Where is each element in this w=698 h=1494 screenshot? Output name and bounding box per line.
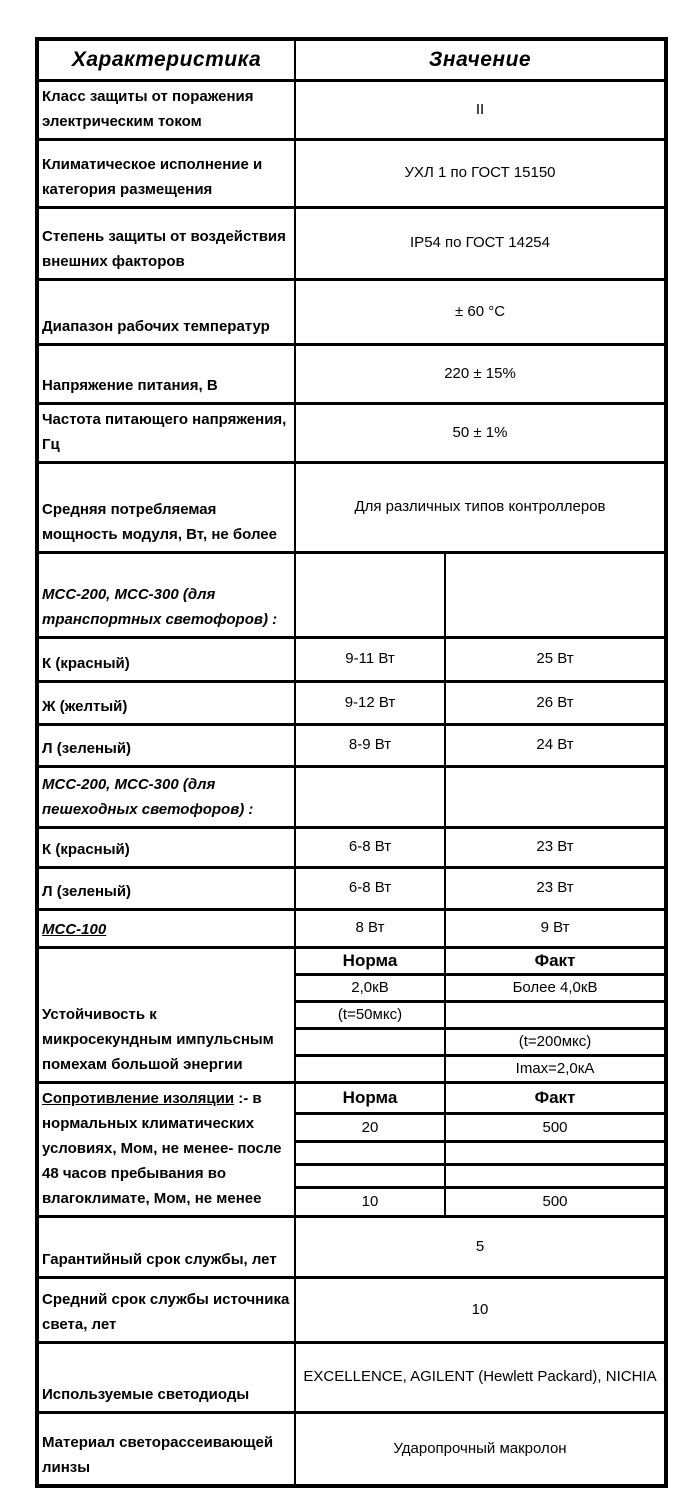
impulse-norm-4 <box>295 1055 445 1082</box>
row-mss-transport <box>37 552 666 637</box>
value1-transport-red: 9-11 Вт <box>295 637 445 681</box>
value1-transport-green: 8-9 Вт <box>295 724 445 766</box>
row-transport-red <box>37 637 666 681</box>
label-avg-power: Средняя потребляемая мощность модуля, Вт, не более <box>37 462 295 552</box>
insulation-fact-3 <box>445 1165 666 1188</box>
row-pedestrian-red <box>37 827 666 867</box>
label-mss-transport: МСС-200, МСС-300 (для транспортных светофоров) : <box>37 552 295 637</box>
value-leds: EXCELLENCE, AGILENT (Hewlett Packard), NICHIA <box>295 1342 666 1412</box>
impulse-norm-2: (t=50мкс) <box>295 1001 445 1028</box>
row-climatic <box>37 139 666 207</box>
impulse-fact-header: Факт <box>445 947 666 974</box>
insulation-fact-2 <box>445 1142 666 1165</box>
impulse-norm-3 <box>295 1028 445 1055</box>
label-pedestrian-green: Л (зеленый) <box>37 867 295 909</box>
label-leds: Используемые светодиоды <box>37 1342 295 1412</box>
insulation-fact-1: 500 <box>445 1113 666 1141</box>
value-ingress: IP54 по ГОСТ 14254 <box>295 207 666 279</box>
value-avg-power: Для различных типов контроллеров <box>295 462 666 552</box>
value2-transport-yellow: 26 Вт <box>445 681 666 724</box>
label-temp-range: Диапазон рабочих температур <box>37 279 295 344</box>
insulation-norm-1: 20 <box>295 1113 445 1141</box>
row-voltage <box>37 344 666 403</box>
value1-mss-100: 8 Вт <box>295 909 445 947</box>
impulse-norm-1: 2,0кВ <box>295 974 445 1001</box>
value2-mss-100: 9 Вт <box>445 909 666 947</box>
insulation-norm-4: 10 <box>295 1188 445 1216</box>
value1-transport-yellow: 9-12 Вт <box>295 681 445 724</box>
value-temp-range: ± 60 °C <box>295 279 666 344</box>
row-frequency <box>37 403 666 462</box>
label-ingress: Степень защиты от воздействия внешних факторов <box>37 207 295 279</box>
insulation-fact-4: 500 <box>445 1188 666 1216</box>
row-protection-class <box>37 80 666 139</box>
row-mss-pedestrian <box>37 766 666 827</box>
insulation-fact-header: Факт <box>445 1082 666 1113</box>
row-leds <box>37 1342 666 1412</box>
row-insulation-header <box>37 1082 666 1113</box>
row-avg-life <box>37 1277 666 1342</box>
row-avg-power <box>37 462 666 552</box>
value2-pedestrian-green: 23 Вт <box>445 867 666 909</box>
row-temp-range <box>37 279 666 344</box>
value-lens: Ударопрочный макролон <box>295 1412 666 1486</box>
value-frequency: 50 ± 1% <box>295 403 666 462</box>
value1-pedestrian-green: 6-8 Вт <box>295 867 445 909</box>
value2-transport-red: 25 Вт <box>445 637 666 681</box>
row-mss-100 <box>37 909 666 947</box>
header-value: Значение <box>295 39 666 80</box>
row-ingress <box>37 207 666 279</box>
row-transport-yellow <box>37 681 666 724</box>
value-avg-life: 10 <box>295 1277 666 1342</box>
label-pedestrian-red: К (красный) <box>37 827 295 867</box>
impulse-fact-1: Более 4,0кВ <box>445 974 666 1001</box>
label-climatic: Климатическое исполнение и категория размещения <box>37 139 295 207</box>
impulse-norm-header: Норма <box>295 947 445 974</box>
row-impulse-header <box>37 947 666 974</box>
label-voltage: Напряжение питания, В <box>37 344 295 403</box>
value2-transport-green: 24 Вт <box>445 724 666 766</box>
row-warranty <box>37 1216 666 1277</box>
insulation-norm-header: Норма <box>295 1082 445 1113</box>
label-mss-pedestrian: МСС-200, МСС-300 (для пешеходных светофоров) : <box>37 766 295 827</box>
label-protection-class: Класс защиты от поражения электрическим током <box>37 80 295 139</box>
row-transport-green <box>37 724 666 766</box>
insulation-norm-3 <box>295 1165 445 1188</box>
value1-mss-pedestrian <box>295 766 445 827</box>
label-lens: Материал светорассеивающей линзы <box>37 1412 295 1486</box>
value2-mss-transport <box>445 552 666 637</box>
label-impulse-immunity: Устойчивость к микросекундным импульсным помехам большой энергии <box>37 947 295 1082</box>
table-header-row <box>37 39 666 80</box>
spec-table <box>35 37 668 1488</box>
label-warranty: Гарантийный срок службы, лет <box>37 1216 295 1277</box>
value-protection-class: II <box>295 80 666 139</box>
value1-pedestrian-red: 6-8 Вт <box>295 827 445 867</box>
value-voltage: 220 ± 15% <box>295 344 666 403</box>
impulse-fact-4: Imax=2,0кА <box>445 1055 666 1082</box>
value2-pedestrian-red: 23 Вт <box>445 827 666 867</box>
value-warranty: 5 <box>295 1216 666 1277</box>
value1-mss-transport <box>295 552 445 637</box>
impulse-fact-3: (t=200мкс) <box>445 1028 666 1055</box>
insulation-norm-2 <box>295 1142 445 1165</box>
row-lens <box>37 1412 666 1486</box>
label-mss-100: МСС-100 <box>37 909 295 947</box>
value-climatic: УХЛ 1 по ГОСТ 15150 <box>295 139 666 207</box>
row-pedestrian-green <box>37 867 666 909</box>
label-frequency: Частота питающего напряжения, Гц <box>37 403 295 462</box>
header-characteristic: Характеристика <box>37 39 295 80</box>
value2-mss-pedestrian <box>445 766 666 827</box>
label-transport-red: К (красный) <box>37 637 295 681</box>
label-insulation: Сопротивление изоляции :- в нормальных климатических условиях, Мом, не менее- после 48 часов пребывания во влагоклимате, Мом, не менее <box>37 1082 295 1216</box>
label-transport-green: Л (зеленый) <box>37 724 295 766</box>
label-transport-yellow: Ж (желтый) <box>37 681 295 724</box>
impulse-fact-2 <box>445 1001 666 1028</box>
label-avg-life: Средний срок службы источника света, лет <box>37 1277 295 1342</box>
